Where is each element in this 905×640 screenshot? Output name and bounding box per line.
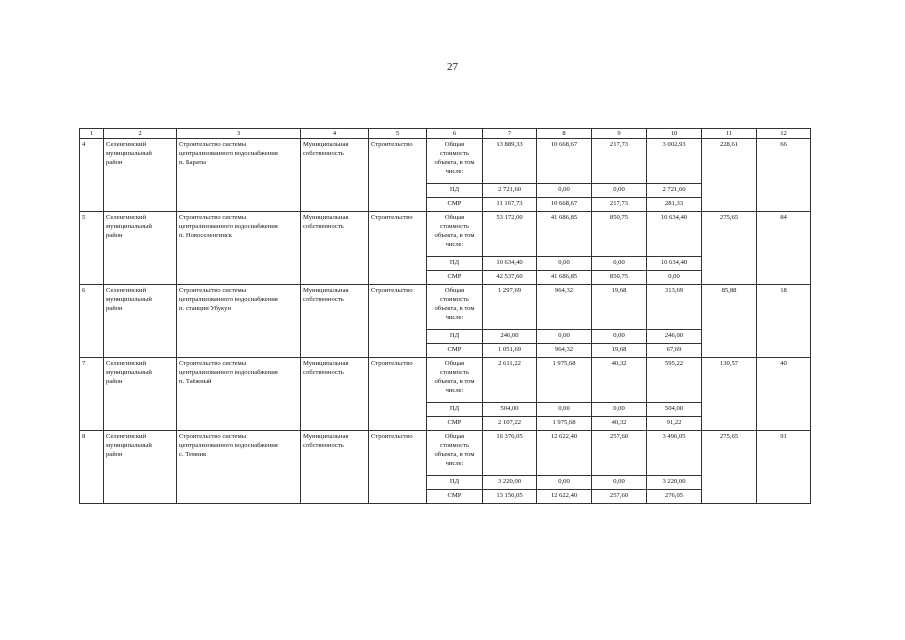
- total-value-cell: 16 376,05: [483, 431, 537, 476]
- total-value-cell: 313,69: [647, 285, 702, 330]
- total-label-cell: Общая стоимость объекта, в том числе:: [427, 431, 483, 476]
- column-number-header: 3: [177, 129, 301, 139]
- pd-value-cell: 2 721,60: [483, 184, 537, 198]
- project-cell: Строительство системы централизованного водоснабжения п. Новоселенгинск: [177, 212, 301, 285]
- row-number: 8: [80, 431, 104, 504]
- smr-value-cell: 40,32: [592, 417, 647, 431]
- smr-value-cell: 41 686,85: [537, 271, 592, 285]
- col12-cell: 84: [757, 212, 811, 285]
- smr-value-cell: 281,33: [647, 198, 702, 212]
- table-row: [80, 285, 811, 330]
- smr-value-cell: 2 107,22: [483, 417, 537, 431]
- smr-value-cell: 850,75: [592, 271, 647, 285]
- total-value-cell: 13 889,33: [483, 139, 537, 184]
- col12-cell: 91: [757, 431, 811, 504]
- smr-value-cell: 67,69: [647, 344, 702, 358]
- pd-value-cell: 0,00: [537, 403, 592, 417]
- smr-label-cell: СМР: [427, 198, 483, 212]
- total-label-cell: Общая стоимость объекта, в том числе:: [427, 285, 483, 330]
- total-value-cell: 257,60: [592, 431, 647, 476]
- smr-value-cell: 964,32: [537, 344, 592, 358]
- district-cell: Селенгинский муниципальный район: [104, 285, 177, 358]
- type-cell: Строительство: [369, 212, 427, 285]
- pd-value-cell: 0,00: [592, 257, 647, 271]
- project-cell: Строительство системы централизованного водоснабжения п. Таёжный: [177, 358, 301, 431]
- total-label-cell: Общая стоимость объекта, в том числе:: [427, 139, 483, 184]
- pd-value-cell: 0,00: [592, 403, 647, 417]
- col11-cell: 130,57: [702, 358, 757, 431]
- pd-value-cell: 504,00: [647, 403, 702, 417]
- type-cell: Строительство: [369, 358, 427, 431]
- pd-label-cell: ПД: [427, 403, 483, 417]
- table-row: [80, 139, 811, 184]
- smr-value-cell: 13 156,05: [483, 490, 537, 504]
- type-cell: Строительство: [369, 139, 427, 212]
- pd-value-cell: 0,00: [537, 257, 592, 271]
- total-value-cell: 10 668,67: [537, 139, 592, 184]
- pd-value-cell: 0,00: [592, 184, 647, 198]
- ownership-cell: Муниципальная собственность: [301, 285, 369, 358]
- smr-value-cell: 257,60: [592, 490, 647, 504]
- smr-value-cell: 12 622,40: [537, 490, 592, 504]
- smr-value-cell: 276,05: [647, 490, 702, 504]
- pd-value-cell: 0,00: [537, 330, 592, 344]
- pd-value-cell: 3 220,00: [483, 476, 537, 490]
- ownership-cell: Муниципальная собственность: [301, 212, 369, 285]
- table-row: [80, 212, 811, 257]
- pd-value-cell: 0,00: [537, 184, 592, 198]
- column-number-header: 7: [483, 129, 537, 139]
- smr-value-cell: 217,73: [592, 198, 647, 212]
- total-value-cell: 217,73: [592, 139, 647, 184]
- type-cell: Строительство: [369, 285, 427, 358]
- row-number: 6: [80, 285, 104, 358]
- header-row: [80, 129, 811, 139]
- total-label-cell: Общая стоимость объекта, в том числе:: [427, 212, 483, 257]
- col12-cell: 66: [757, 139, 811, 212]
- budget-table: [79, 128, 811, 504]
- table-row: [80, 431, 811, 476]
- col12-cell: 18: [757, 285, 811, 358]
- column-number-header: 10: [647, 129, 702, 139]
- column-number-header: 12: [757, 129, 811, 139]
- pd-value-cell: 3 220,00: [647, 476, 702, 490]
- total-value-cell: 964,32: [537, 285, 592, 330]
- column-number-header: 8: [537, 129, 592, 139]
- ownership-cell: Муниципальная собственность: [301, 431, 369, 504]
- column-number-header: 5: [369, 129, 427, 139]
- total-value-cell: 3 002,93: [647, 139, 702, 184]
- pd-value-cell: 504,00: [483, 403, 537, 417]
- project-cell: Строительство системы централизованного водоснабжения п. станции Убукун: [177, 285, 301, 358]
- col12-cell: 40: [757, 358, 811, 431]
- smr-label-cell: СМР: [427, 344, 483, 358]
- total-value-cell: 41 686,85: [537, 212, 592, 257]
- col11-cell: 275,65: [702, 212, 757, 285]
- smr-value-cell: 91,22: [647, 417, 702, 431]
- pd-label-cell: ПД: [427, 476, 483, 490]
- column-number-header: 2: [104, 129, 177, 139]
- column-number-header: 1: [80, 129, 104, 139]
- column-number-header: 6: [427, 129, 483, 139]
- pd-value-cell: 10 634,40: [483, 257, 537, 271]
- pd-value-cell: 2 721,60: [647, 184, 702, 198]
- smr-value-cell: 1 051,69: [483, 344, 537, 358]
- total-value-cell: 595,22: [647, 358, 702, 403]
- pd-value-cell: 246,00: [647, 330, 702, 344]
- ownership-cell: Муниципальная собственность: [301, 358, 369, 431]
- pd-label-cell: ПД: [427, 330, 483, 344]
- pd-value-cell: 246,00: [483, 330, 537, 344]
- page-number: 27: [447, 61, 458, 73]
- total-value-cell: 3 496,05: [647, 431, 702, 476]
- ownership-cell: Муниципальная собственность: [301, 139, 369, 212]
- pd-value-cell: 0,00: [537, 476, 592, 490]
- column-number-header: 9: [592, 129, 647, 139]
- type-cell: Строительство: [369, 431, 427, 504]
- smr-value-cell: 0,00: [647, 271, 702, 285]
- total-value-cell: 10 634,40: [647, 212, 702, 257]
- total-value-cell: 53 172,00: [483, 212, 537, 257]
- smr-value-cell: 10 668,67: [537, 198, 592, 212]
- row-number: 5: [80, 212, 104, 285]
- pd-label-cell: ПД: [427, 184, 483, 198]
- smr-value-cell: 11 167,73: [483, 198, 537, 212]
- table-body: [80, 129, 811, 504]
- total-label-cell: Общая стоимость объекта, в том числе:: [427, 358, 483, 403]
- total-value-cell: 1 975,68: [537, 358, 592, 403]
- district-cell: Селенгинский муниципальный район: [104, 139, 177, 212]
- smr-value-cell: 42 537,60: [483, 271, 537, 285]
- col11-cell: 228,61: [702, 139, 757, 212]
- table-row: [80, 358, 811, 403]
- column-number-header: 4: [301, 129, 369, 139]
- total-value-cell: 850,75: [592, 212, 647, 257]
- smr-label-cell: СМР: [427, 417, 483, 431]
- pd-value-cell: 10 634,40: [647, 257, 702, 271]
- row-number: 7: [80, 358, 104, 431]
- row-number: 4: [80, 139, 104, 212]
- project-cell: Строительство системы централизованного водоснабжения с. Темник: [177, 431, 301, 504]
- total-value-cell: 12 622,40: [537, 431, 592, 476]
- smr-label-cell: СМР: [427, 271, 483, 285]
- smr-label-cell: СМР: [427, 490, 483, 504]
- pd-value-cell: 0,00: [592, 330, 647, 344]
- project-cell: Строительство системы централизованного водоснабжения п. Бараты: [177, 139, 301, 212]
- pd-label-cell: ПД: [427, 257, 483, 271]
- smr-value-cell: 1 975,68: [537, 417, 592, 431]
- col11-cell: 85,88: [702, 285, 757, 358]
- smr-value-cell: 19,68: [592, 344, 647, 358]
- column-number-header: 11: [702, 129, 757, 139]
- col11-cell: 275,65: [702, 431, 757, 504]
- total-value-cell: 2 611,22: [483, 358, 537, 403]
- district-cell: Селенгинский муниципальный район: [104, 358, 177, 431]
- total-value-cell: 1 297,69: [483, 285, 537, 330]
- district-cell: Селенгинский муниципальный район: [104, 212, 177, 285]
- pd-value-cell: 0,00: [592, 476, 647, 490]
- total-value-cell: 19,68: [592, 285, 647, 330]
- district-cell: Селенгинский муниципальный район: [104, 431, 177, 504]
- total-value-cell: 40,32: [592, 358, 647, 403]
